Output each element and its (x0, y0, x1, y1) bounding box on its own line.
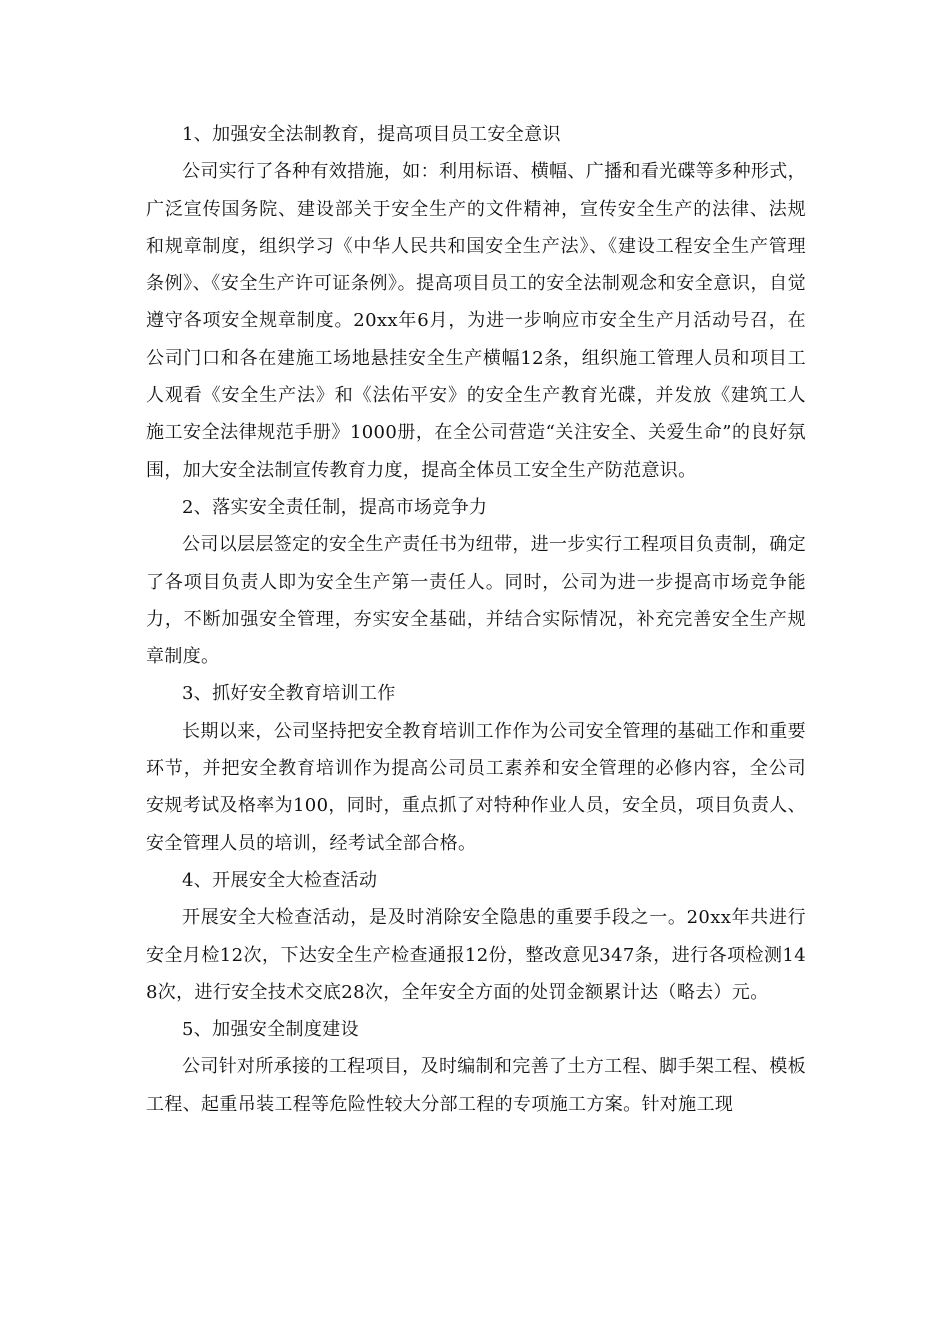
section-heading-1: 1、加强安全法制教育，提高项目员工安全意识 (182, 124, 561, 145)
section-paragraph-3: 长期以来，公司坚持把安全教育培训工作作为公司安全管理的基础工作和重要环节，并把安全教育培训作为提高公司员工素养和安全管理的必修内容，全公司安规考试及格率为100，同时，重点抓了对特种作业人员，安全员，项目负责人、安全管理人员的培训，经考试全部合格。 (146, 720, 806, 854)
section-heading-2: 2、落实安全责任制，提高市场竞争力 (182, 496, 488, 518)
section-paragraph-5: 公司针对所承接的工程项目，及时编制和完善了土方工程、脚手架工程、模板工程、起重吊装工程等危险性较大分部工程的专项施工方案。针对施工现 (146, 1056, 806, 1115)
section-paragraph-1: 公司实行了各种有效措施，如：利用标语、横幅、广播和看光碟等多种形式，广泛宣传国务院、建设部关于安全生产的文件精神，宣传安全生产的法律、法规和规章制度，组织学习《中华人民共和国安全生产法》、《建设工程安全生产管理条例》、《安全生产许可证条例》。提高项目员工的安全法制观念和安全意识，自觉遵守各项安全规章制度。20xx年6月，为进一步响应市安全生产月活动号召，在公司门口和各在建施工场地悬挂安全生产横幅12条，组织施工管理人员和项目工人观看《安全生产法》和《法佑平安》的安全生产教育光碟，并发放《建筑工人施工安全法律规范手册》1000册，在全公司营造“关注安全、关爱生命”的良好氛围，加大安全法制宣传教育力度，提高全体员工安全生产防范意识。 (146, 161, 806, 481)
section-paragraph-4: 开展安全大检查活动，是及时消除安全隐患的重要手段之一。20xx年共进行安全月检12次，下达安全生产检查通报12份，整改意见347条，进行各项检测148次，进行安全技术交底28次，全年安全方面的处罚金额累计达（略去）元。 (146, 907, 806, 1003)
section-heading-4: 4、开展安全大检查活动 (182, 869, 378, 891)
section-heading-3: 3、抓好安全教育培训工作 (182, 683, 396, 705)
section-paragraph-2: 公司以层层签定的安全生产责任书为纽带，进一步实行工程项目负责制，确定了各项目负责人即为安全生产第一责任人。同时，公司为进一步提高市场竞争能力，不断加强安全管理，夯实安全基础，并结合实际情况，补充完善安全生产规章制度。 (146, 534, 806, 668)
section-heading-5: 5、加强安全制度建设 (182, 1019, 359, 1041)
document-body (146, 116, 806, 1123)
